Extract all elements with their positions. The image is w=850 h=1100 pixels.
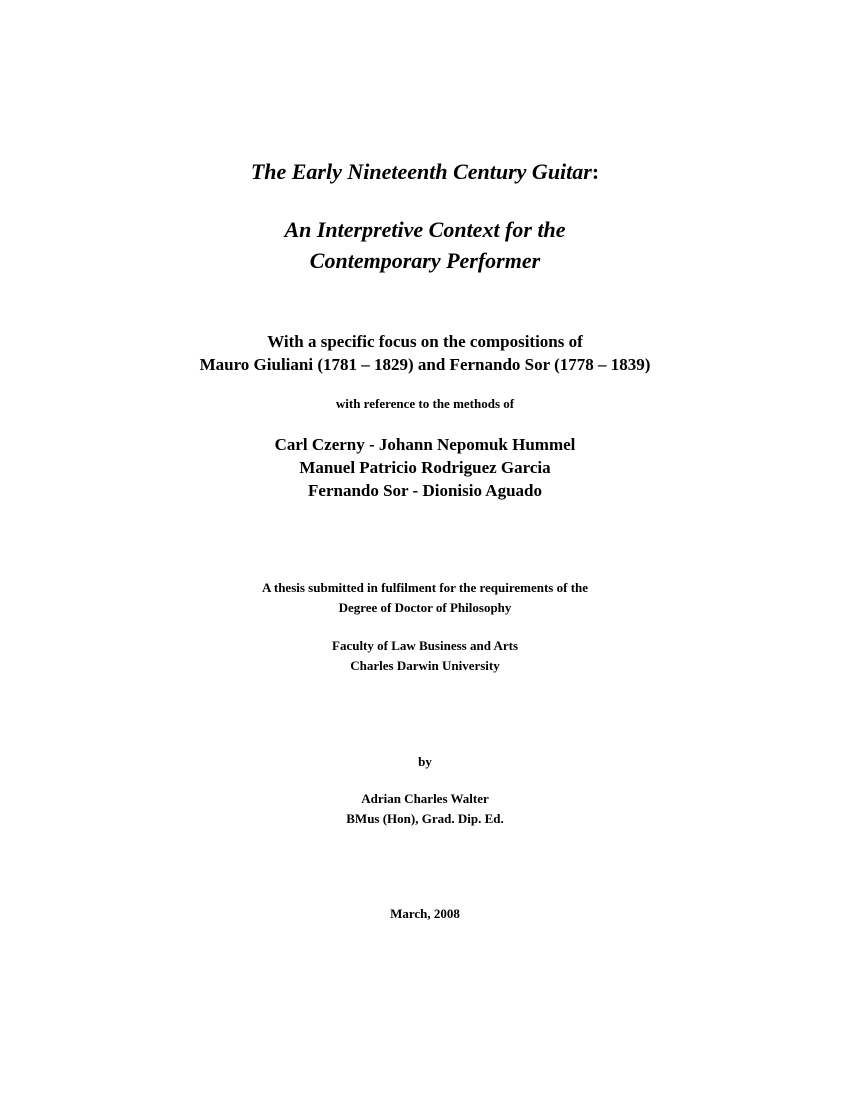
thesis-statement-line-1: A thesis submitted in fulfilment for the requirements of the [261,580,589,595]
author-name: Adrian Charles Walter [361,791,489,806]
university-name: Charles Darwin University [350,658,500,673]
by-label: by [418,754,432,769]
methods-line-3: Fernando Sor - Dionisio Aguado [308,481,542,500]
focus-line-2: Mauro Giuliani (1781 – 1829) and Fernando Sor (1778 – 1839) [199,355,651,374]
thesis-subtitle-line-1: An Interpretive Context for the [284,217,566,242]
thesis-title-colon: : [591,159,600,184]
thesis-title-text: The Early Nineteenth Century Guitar [250,159,592,184]
submission-date: March, 2008 [390,906,460,921]
thesis-statement-line-2: Degree of Doctor of Philosophy [338,600,512,615]
methods-intro: with reference to the methods of [335,396,515,411]
author-degrees: BMus (Hon), Grad. Dip. Ed. [346,811,504,826]
faculty-name: Faculty of Law Business and Arts [332,638,518,653]
methods-line-1: Carl Czerny - Johann Nepomuk Hummel [274,435,576,454]
thesis-subtitle-line-2: Contemporary Performer [309,248,541,273]
methods-line-2: Manuel Patricio Rodriguez Garcia [299,458,551,477]
thesis-title [0,161,850,183]
focus-line-1: With a specific focus on the compositions of [267,332,583,351]
